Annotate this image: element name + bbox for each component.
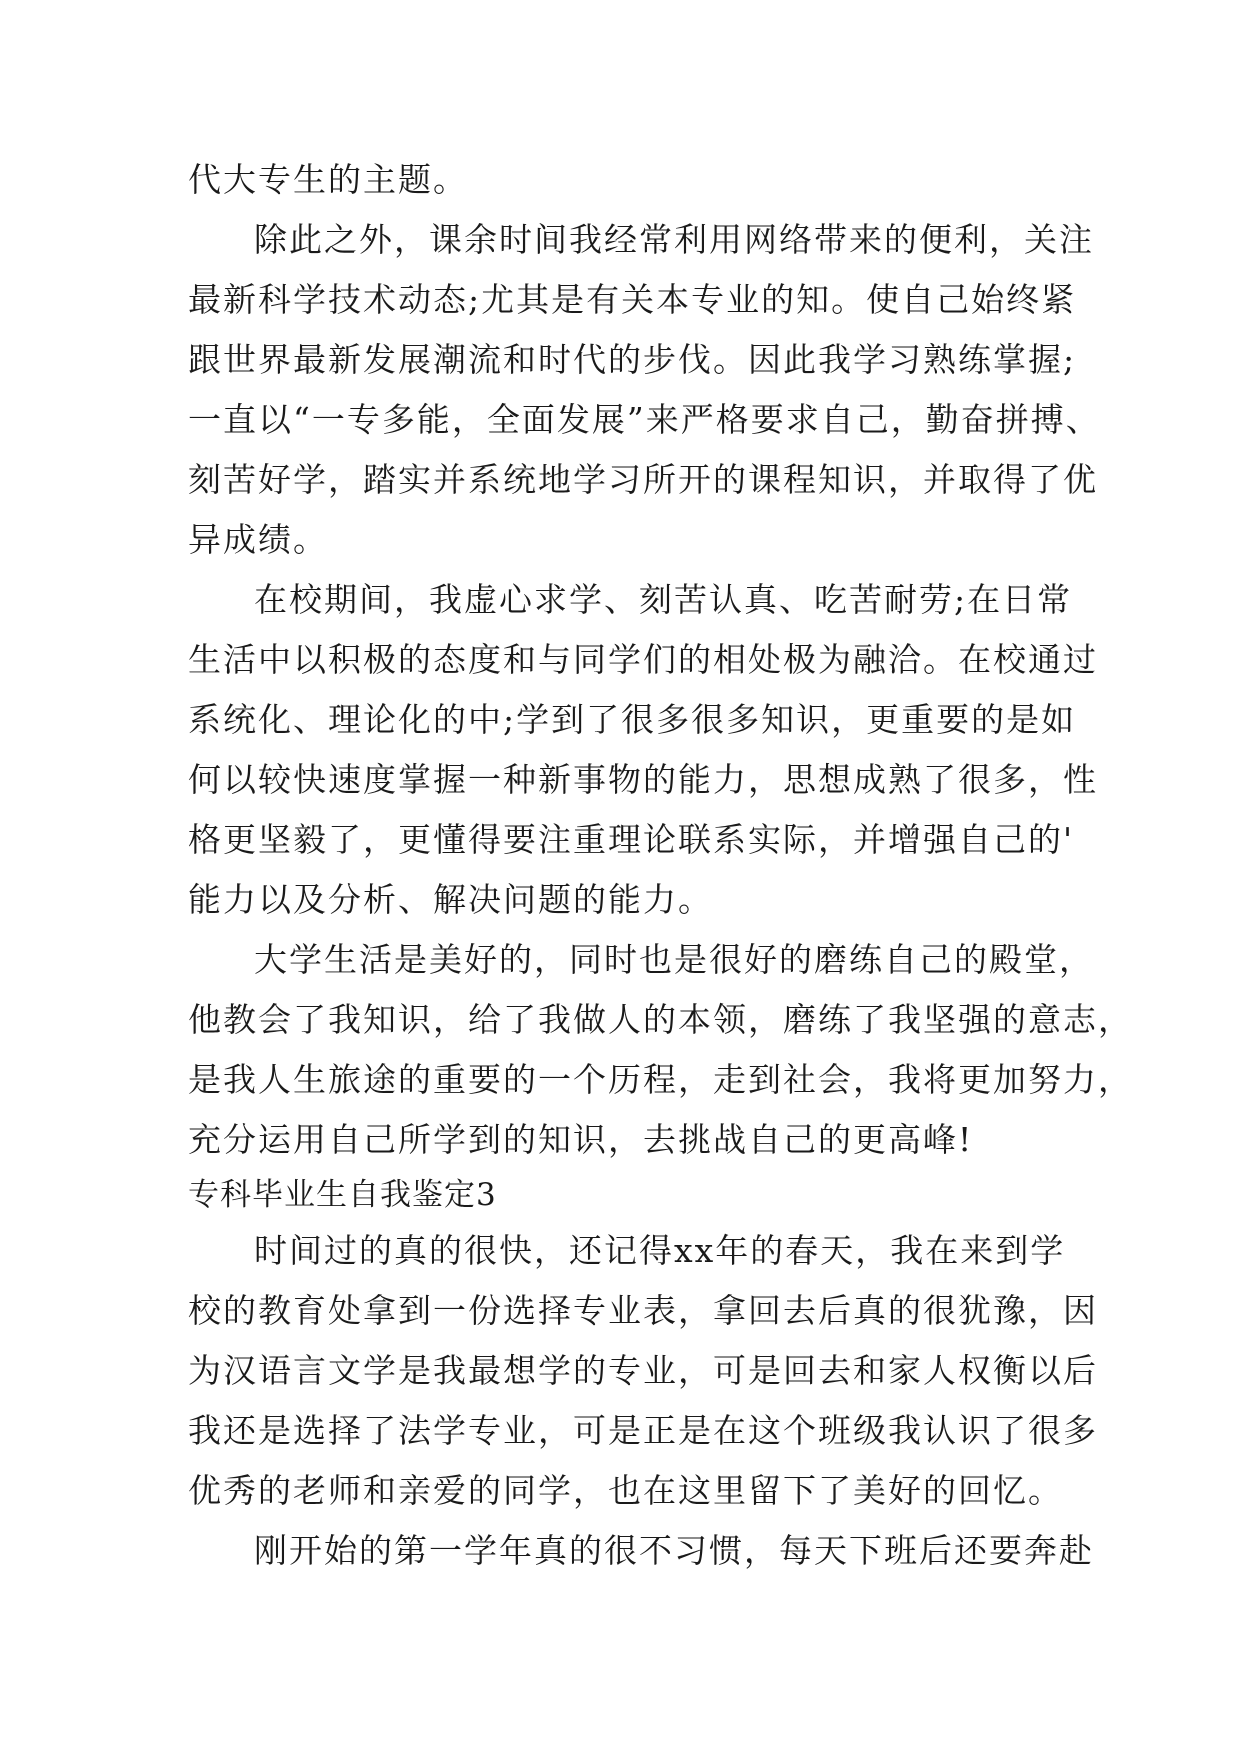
text-line: 优秀的老师和亲爱的同学，也在这里留下了美好的回忆。 [188,1471,1063,1510]
text-line: 刻苦好学，踏实并系统地学习所开的课程知识，并取得了优 [188,460,1098,499]
paragraph-start-line: 除此之外，课余时间我经常利用网络带来的便利，关注 [254,220,1094,259]
paragraph-start-line: 在校期间，我虚心求学、刻苦认真、吃苦耐劳;在日常 [254,580,1073,619]
paragraph-start-line: 刚开始的第一学年真的很不习惯，每天下班后还要奔赴 [254,1531,1094,1570]
text-line: 代大专生的主题。 [188,160,468,199]
text-line: 格更坚毅了，更懂得要注重理论联系实际，并增强自己的' [188,820,1075,859]
text-line: 校的教育处拿到一份选择专业表，拿回去后真的很犹豫，因 [188,1291,1098,1330]
text-line: 能力以及分析、解决问题的能力。 [188,880,713,919]
section-heading: 专科毕业生自我鉴定3 [188,1177,497,1213]
text-line: 跟世界最新发展潮流和时代的步伐。因此我学习熟练掌握; [188,340,1077,379]
text-line: 一直以“一专多能，全面发展”来严格要求自己，勤奋拼搏、 [188,400,1101,439]
text-line: 生活中以积极的态度和与同学们的相处极为融洽。在校通过 [188,640,1098,679]
document-body [188,150,1133,1581]
text-line: 系统化、理论化的中;学到了很多很多知识，更重要的是如 [188,700,1077,739]
paragraph-start-line: 大学生活是美好的，同时也是很好的磨练自己的殿堂， [254,940,1094,979]
text-line: 我还是选择了法学专业，可是正是在这个班级我认识了很多 [188,1411,1098,1450]
text-line: 异成绩。 [188,520,328,559]
text-line: 是我人生旅途的重要的一个历程，走到社会，我将更加努力， [188,1060,1133,1099]
text-line: 何以较快速度掌握一种新事物的能力，思想成熟了很多，性 [188,760,1098,799]
text-line: 最新科学技术动态;尤其是有关本专业的知。使自己始终紧 [188,280,1077,319]
paragraph-start-line: 时间过的真的很快，还记得xx年的春天，我在来到学 [254,1231,1066,1270]
text-line: 他教会了我知识，给了我做人的本领，磨练了我坚强的意志， [188,1000,1133,1039]
text-line: 为汉语言文学是我最想学的专业，可是回去和家人权衡以后 [188,1351,1098,1390]
text-line: 充分运用自己所学到的知识，去挑战自己的更高峰! [188,1120,974,1159]
